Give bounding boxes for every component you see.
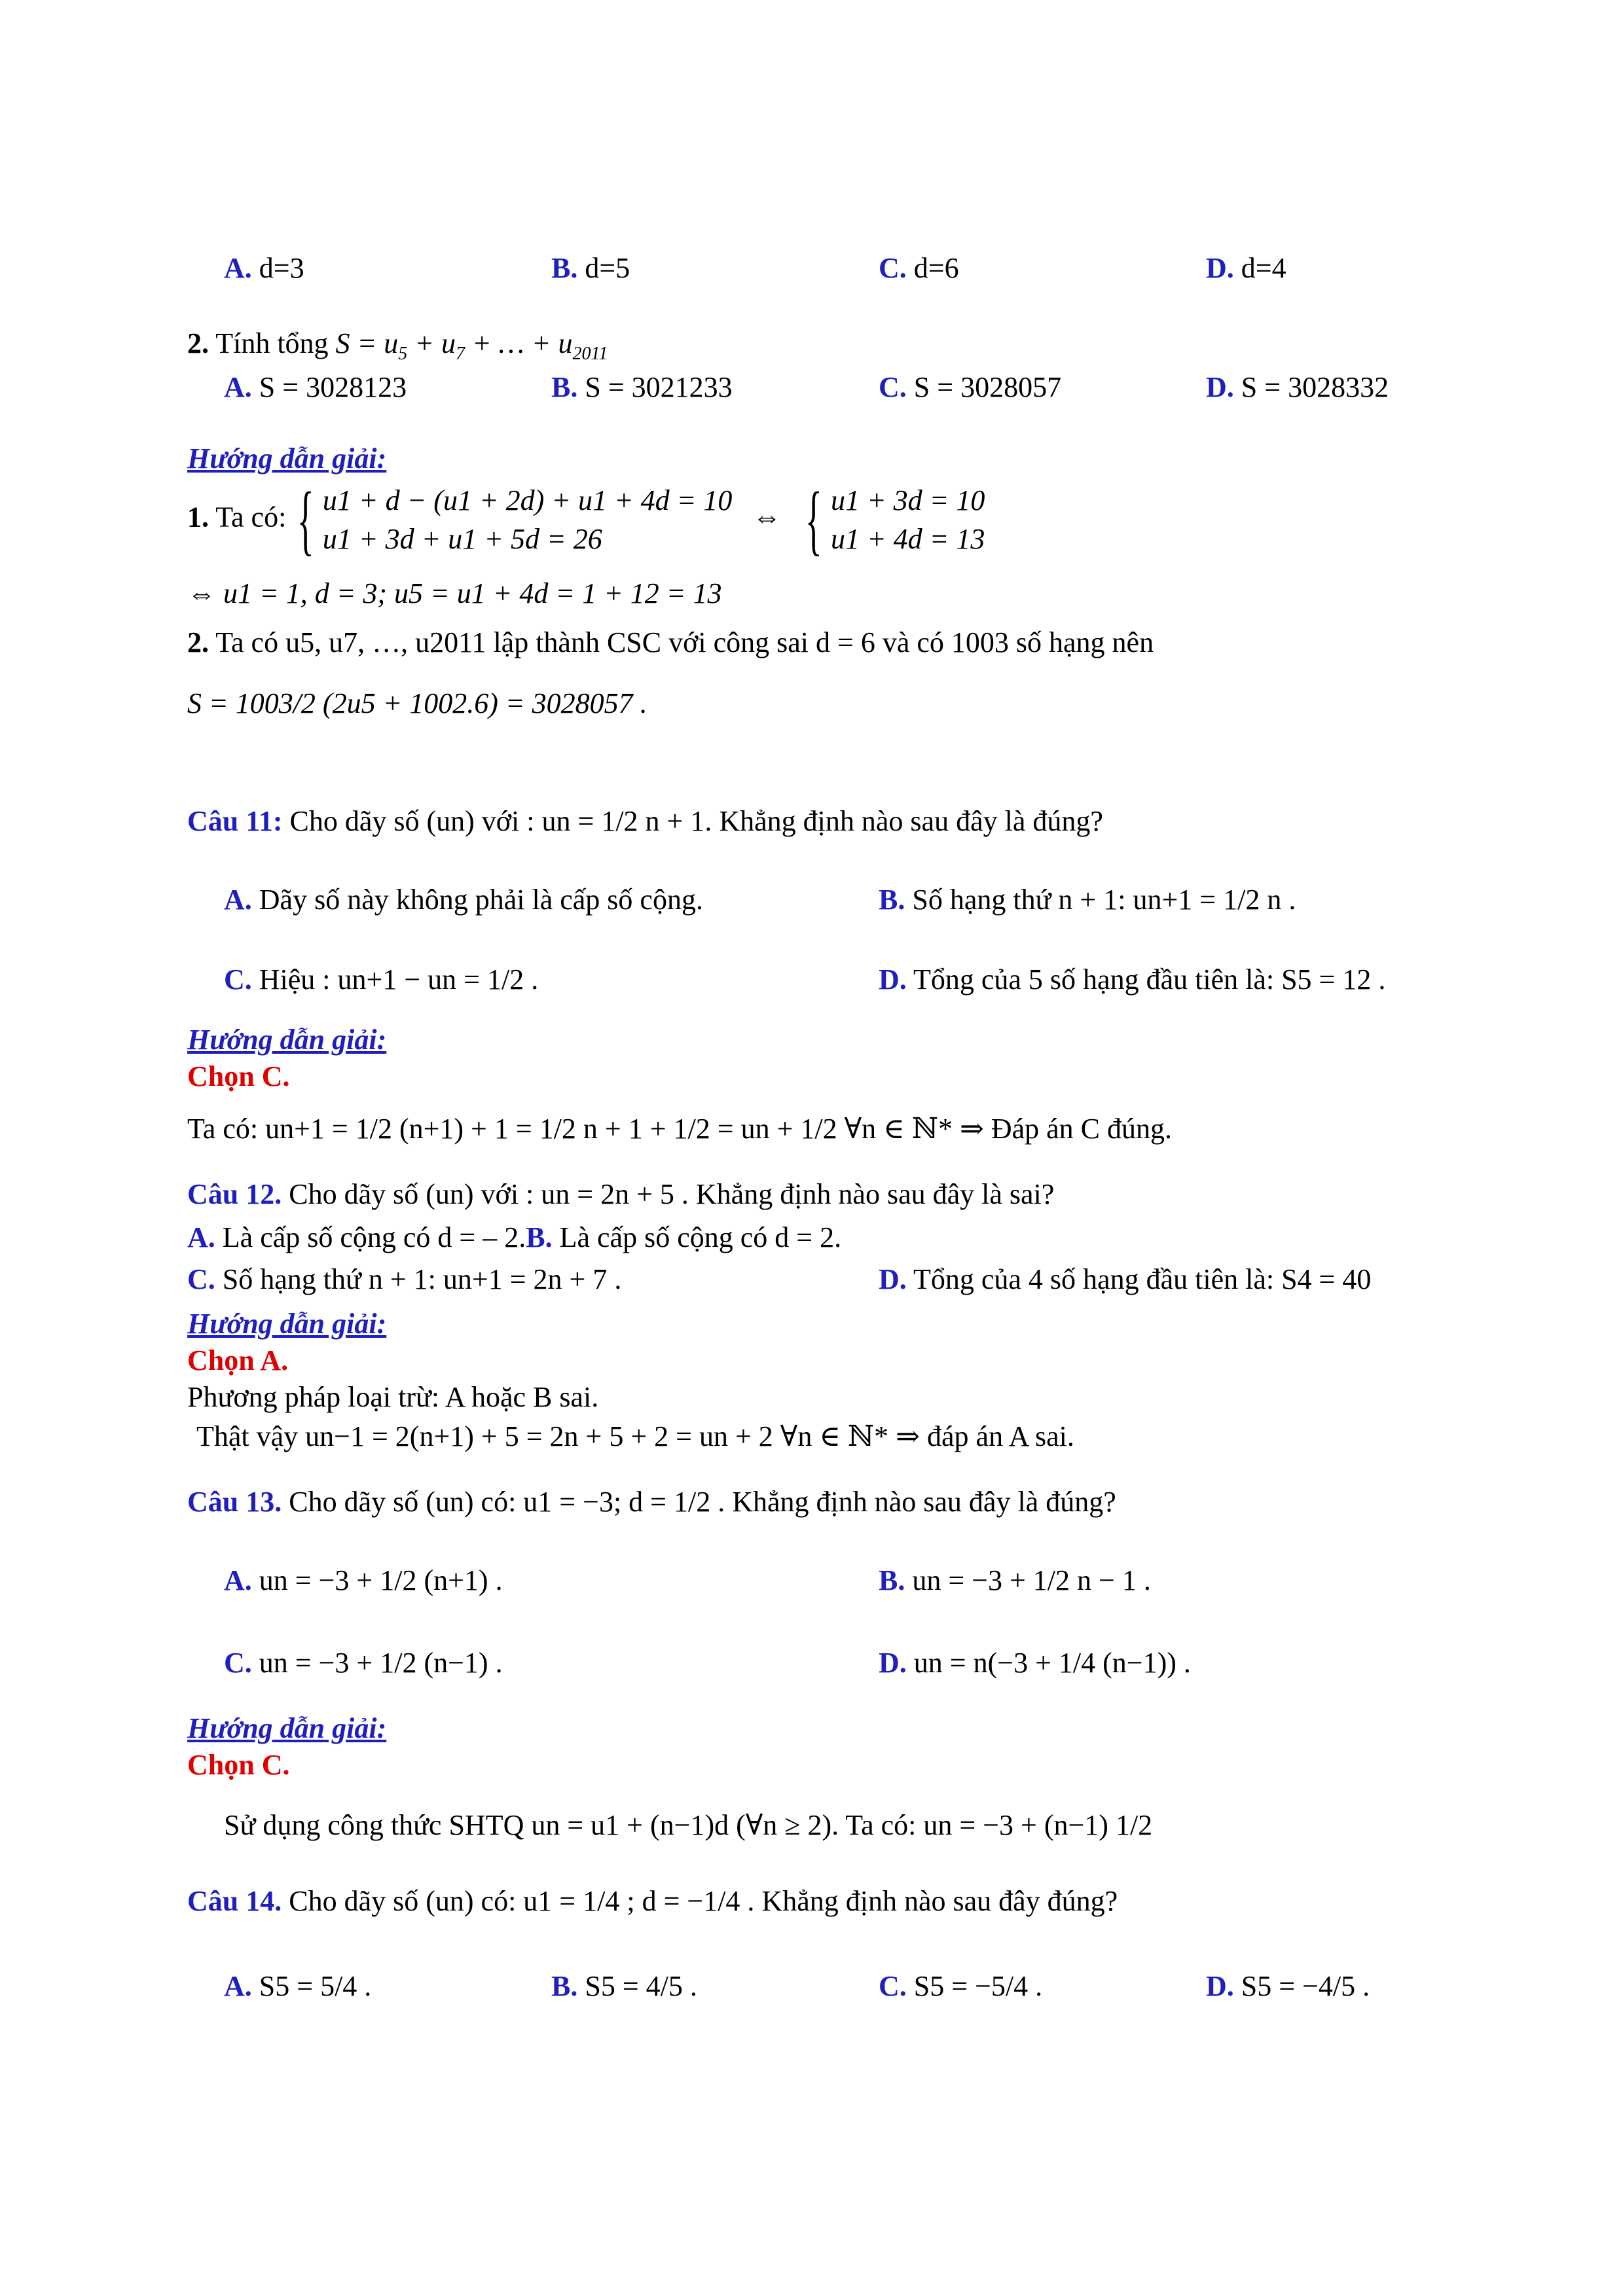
guide-heading: Hướng dẫn giải: (187, 442, 387, 475)
q11-option-d: D. Tổng của 5 số hạng đầu tiên là: S5 = 12 . (879, 963, 1386, 996)
q13-option-a: A. un = −3 + 1/2 (n+1) . (224, 1564, 503, 1596)
q13-option-c: C. un = −3 + 1/2 (n−1) . (224, 1647, 503, 1679)
q13-question: Câu 13. Cho dãy số (un) có: u1 = −3; d = 1/2 . Khẳng định nào sau đây là đúng? (187, 1486, 1116, 1518)
q12-question: Câu 12. Cho dãy số (un) với : un = 2n + 5 . Khẳng định nào sau đây là sai? (187, 1178, 1055, 1210)
q14-option-d: D. S5 = −4/5 . (1206, 1970, 1370, 2002)
q11-option-b: B. Số hạng thứ n + 1: un+1 = 1/2 n . (879, 884, 1296, 916)
part2-formula: $S = u_5 + u_7$ + … + $u_{2011}$ (335, 327, 608, 364)
q10-1-option-b: B. d=5 (551, 252, 630, 284)
q12-options-ab: A. Là cấp số cộng có d = – 2.B. Là cấp số cộng có d = 2. (187, 1221, 842, 1253)
q10-1-option-a: A. d=3 (224, 252, 304, 284)
q12-method: Phương pháp loại trừ: A hoặc B sai. (187, 1381, 599, 1413)
part2-question: 2. Tính tổng $S = u_5 + u_7$ + … + $u_{2011}$ (187, 327, 608, 364)
q11-answer: Chọn C. (187, 1060, 290, 1092)
q13-option-d: D. un = n(−3 + 1/4 (n−1)) . (879, 1647, 1191, 1679)
q11-question: Câu 11: Cho dãy số (un) với : un = 1/2 n + 1. Khẳng định nào sau đây là đúng? (187, 805, 1103, 837)
q13-guide-heading: Hướng dẫn giải: (187, 1712, 387, 1744)
q12-option-c: C. Số hạng thứ n + 1: un+1 = 2n + 7 . (187, 1263, 622, 1295)
part2-option-a: A. S = 3028123 (224, 371, 407, 403)
part2-option-d: D. S = 3028332 (1206, 371, 1389, 403)
q14-option-c: C. S5 = −5/4 . (879, 1970, 1043, 2002)
q13-option-b: B. un = −3 + 1/2 n − 1 . (879, 1564, 1151, 1596)
part2-option-c: C. S = 3028057 (879, 371, 1062, 403)
q10-1-option-d: D. d=4 (1206, 252, 1286, 284)
q10-1-option-c: C. d=6 (879, 252, 959, 284)
part2-option-b: B. S = 3021233 (551, 371, 733, 403)
solution-1-system: 1. Ta có: { u1 + d − (u1 + 2d) + u1 + 4d = 10 u1 + 3d + u1 + 5d = 26 ⇔ { u1 + 3d = 10 u1 + 4d = 13 (187, 476, 985, 564)
q14-option-b: B. S5 = 4/5 . (551, 1970, 697, 2002)
q12-option-d: D. Tổng của 4 số hạng đầu tiên là: S4 = 40 (879, 1263, 1372, 1295)
q14-option-a: A. S5 = 5/4 . (224, 1970, 372, 2002)
q12-guide-heading: Hướng dẫn giải: (187, 1308, 387, 1340)
q11-option-c: C. Hiệu : un+1 − un = 1/2 . (224, 963, 539, 996)
q12-solution: Thật vậy un−1 = 2(n+1) + 5 = 2n + 5 + 2 = un + 2 ∀n ∈ ℕ* ⇒ đáp án A sai. (196, 1420, 1074, 1452)
q13-solution: Sử dụng công thức SHTQ un = u1 + (n−1)d (∀n ≥ 2). Ta có: un = −3 + (n−1) 1/2 (224, 1809, 1153, 1841)
q11-solution: Ta có: un+1 = 1/2 (n+1) + 1 = 1/2 n + 1 + 1/2 = un + 1/2 ∀n ∈ ℕ* ⇒ Đáp án C đúng. (187, 1113, 1173, 1145)
solution-1-result: ⇔ u1 = 1, d = 3; u5 = u1 + 4d = 1 + 12 = 13 (187, 577, 722, 609)
q11-guide-heading: Hướng dẫn giải: (187, 1024, 387, 1056)
q13-answer: Chọn C. (187, 1749, 290, 1781)
q12-answer: Chọn A. (187, 1344, 289, 1376)
solution-2-text: 2. Ta có u5, u7, …, u2011 lập thành CSC với công sai d = 6 và có 1003 số hạng nên (187, 626, 1154, 658)
q14-question: Câu 14. Cho dãy số (un) có: u1 = 1/4 ; d = −1/4 . Khẳng định nào sau đây đúng? (187, 1885, 1118, 1917)
q11-option-a: A. Dãy số này không phải là cấp số cộng. (224, 884, 703, 916)
solution-2-sum: S = 1003/2 (2u5 + 1002.6) = 3028057 . (187, 687, 647, 719)
